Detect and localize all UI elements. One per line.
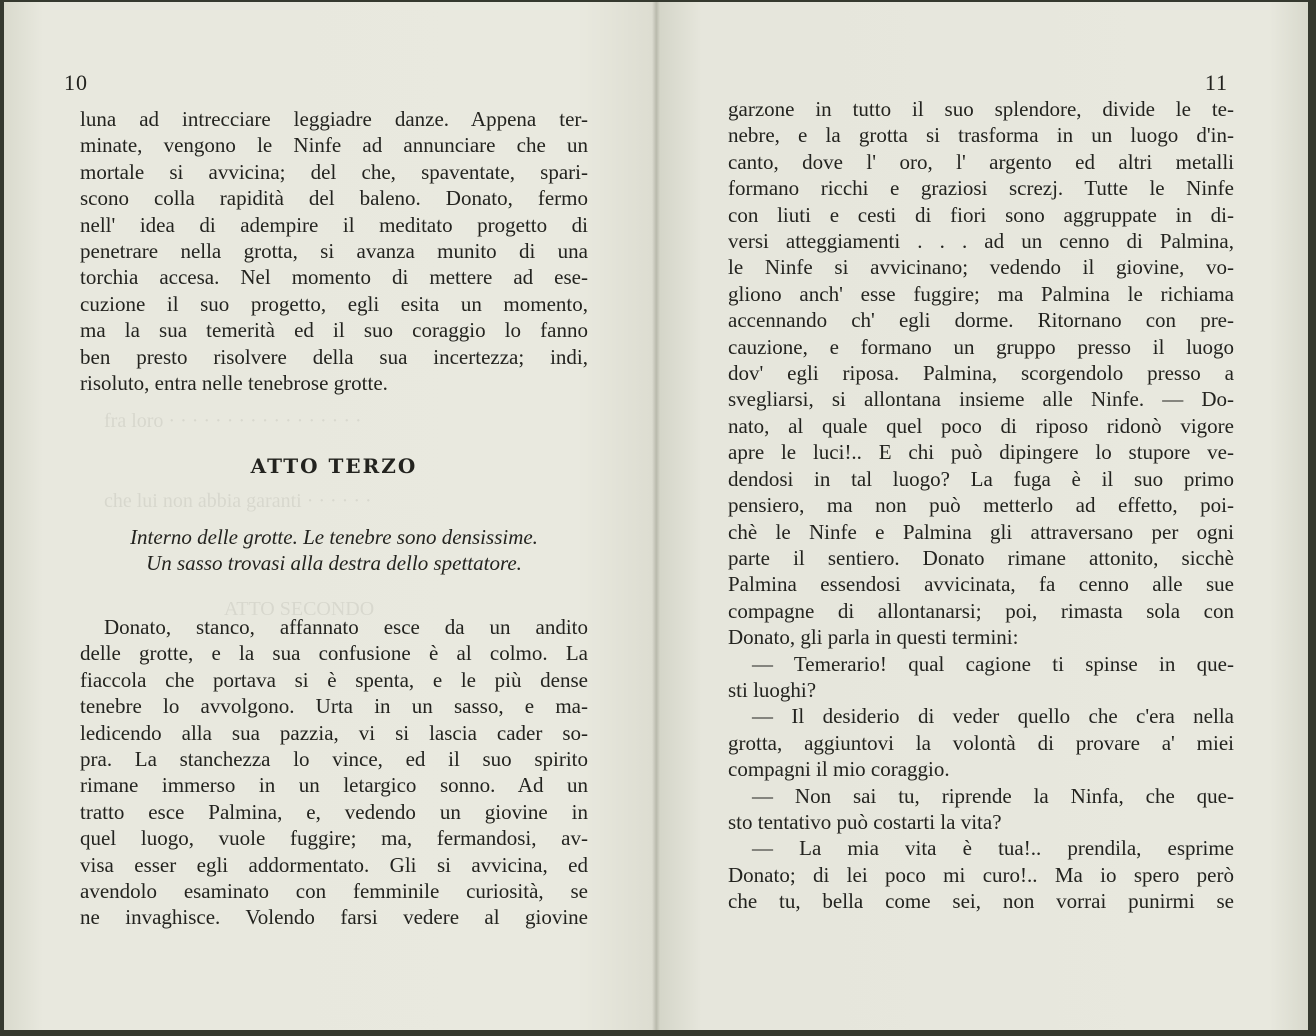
text-line: luna ad intrecciare leggiadre danze. Appena ter- (80, 107, 588, 131)
stage-direction (80, 524, 588, 577)
text-line: cauzione, e formano un gruppo presso il luogo (728, 334, 1234, 359)
text-line: ledicendo alla sua pazzia, vi si lascia cader so- (80, 720, 588, 745)
text-line: pensiero, ma non può metterlo ad effetto, poi- (728, 493, 1234, 518)
paragraph-1 (80, 106, 588, 396)
show-through-text: ATTO SECONDO (224, 598, 375, 620)
text-line: nell' idea di adempire il meditato progetto di (80, 212, 588, 237)
text-line: delle grotte, e la sua confusione è al colmo. La (80, 641, 588, 666)
text-line: Palmina essendosi avvicinata, fa cenno alle sue (728, 572, 1234, 597)
right-page-text (728, 96, 1234, 915)
text-line: avendolo esaminato con femminile curiosità, se (80, 879, 588, 904)
text-line: scono colla rapidità del baleno. Donato, fermo (80, 186, 588, 211)
text-line: pra. La stanchezza lo vince, ed il suo spirito (80, 747, 588, 772)
text-line: compagni il mio coraggio. (728, 757, 950, 782)
left-page (4, 2, 656, 1030)
text-line: cuzione il suo progetto, egli esita un momento, (80, 291, 588, 316)
text-line: Donato, stanco, affannato esce da un andito (104, 615, 588, 639)
text-line: dov' egli riposa. Palmina, scorgendolo presso a (728, 361, 1234, 386)
text-line: che tu, bella come sei, non vorrai punirmi se (728, 889, 1234, 914)
text-line: ne invaghisce. Volendo farsi vedere al giovine (80, 905, 588, 930)
text-line: torchia accesa. Nel momento di mettere ad ese- (80, 265, 588, 290)
text-line: tratto esce Palmina, e, vedendo un giovine in (80, 799, 588, 824)
text-line: accennando ch' egli dorme. Ritornano con pre- (728, 308, 1234, 333)
text-line: — Non sai tu, riprende la Ninfa, che que- (752, 783, 1234, 808)
text-line: versi atteggiamenti . . . ad un cenno di Palmina, (728, 229, 1234, 254)
text-line: le Ninfe si avvicinano; vedendo il giovine, vo- (728, 255, 1234, 280)
text-line: mortale si avvicina; del che, spaventate, spari- (80, 159, 588, 184)
text-line: sto tentativo può costarti la vita? (728, 809, 1002, 834)
page-number-left: 10 (64, 70, 88, 95)
text-line: garzone in tutto il suo splendore, divide le te- (728, 97, 1234, 121)
text-line: parte il sentiero. Donato rimane attonito, sicchè (728, 545, 1234, 570)
text-line: tenebre lo avvolgono. Urta in un sasso, e ma- (80, 694, 588, 719)
text-line: svegliarsi, si allontana insieme alle Ninfe. — Do- (728, 387, 1234, 412)
text-line: Donato, gli parla in questi termini: (728, 625, 1019, 650)
show-through-text: che lui non abbia garanti · · · · · · (104, 490, 372, 512)
text-line: con liuti e cesti di fiori sono aggruppate in di- (728, 202, 1234, 227)
text-line: ma la sua temerità ed il suo coraggio lo fanno (80, 318, 588, 343)
paragraph-2 (80, 614, 588, 931)
text-line: canto, dove l' oro, l' argento ed altri metalli (728, 149, 1234, 174)
text-line: apre le luci!.. E chi può dipingere lo stupore ve- (728, 440, 1234, 465)
text-line: rimane immerso in un letargico sonno. Ad un (80, 773, 588, 798)
show-through-text: fra loro · · · · · · · · · · · · · · · · · (104, 410, 362, 432)
text-line: quel luogo, vuole fuggire; ma, fermandosi, av- (80, 826, 588, 851)
text-line: — Temerario! qual cagione ti spinse in que- (752, 651, 1234, 676)
text-line: compagne di allontanarsi; poi, rimasta sola con (728, 598, 1234, 623)
text-line: ben presto risolvere della sua incertezza; indi, (80, 344, 588, 369)
book-spread (4, 2, 1308, 1030)
text-line: gliono anch' esse fuggire; ma Palmina le richiama (728, 281, 1234, 306)
text-line: formano ricchi e graziosi screzj. Tutte le Ninfe (728, 176, 1234, 201)
text-line: Donato; di lei poco mi curo!.. Ma io spero però (728, 862, 1234, 887)
text-line: grotta, aggiuntovi la volontà di provare a' miei (728, 730, 1234, 755)
text-line: dendosi in tal luogo? La fuga è il suo primo (728, 466, 1234, 491)
text-line: penetrare nella grotta, si avanza munito di una (80, 239, 588, 264)
text-line: — Il desiderio di veder quello che c'era nella (752, 704, 1234, 729)
text-line: visa esser egli addormentato. Gli si avvicina, ed (80, 852, 588, 877)
text-line: nato, al quale quel poco di riposo ridonò vigore (728, 413, 1234, 438)
text-line: minate, vengono le Ninfe ad annunciare che un (80, 133, 588, 158)
stage-direction-line: Interno delle grotte. Le tenebre sono densissime. (130, 525, 538, 549)
text-line: fiaccola che portava si è spenta, e le più dense (80, 667, 588, 692)
text-line: sti luoghi? (728, 677, 817, 702)
text-line: — La mia vita è tua!.. prendila, esprime (752, 836, 1234, 861)
act-heading: ATTO TERZO (250, 454, 418, 478)
stage-direction-line: Un sasso trovasi alla destra dello spettatore. (146, 551, 522, 576)
page-number-right: 11 (1204, 70, 1228, 95)
book-gutter (652, 2, 660, 1030)
right-page (656, 2, 1308, 1030)
text-line: nebre, e la grotta si trasforma in un luogo d'in- (728, 123, 1234, 148)
text-line: chè le Ninfe e Palmina gli attraversano per ogni (728, 519, 1234, 544)
text-line: risoluto, entra nelle tenebrose grotte. (80, 371, 388, 396)
